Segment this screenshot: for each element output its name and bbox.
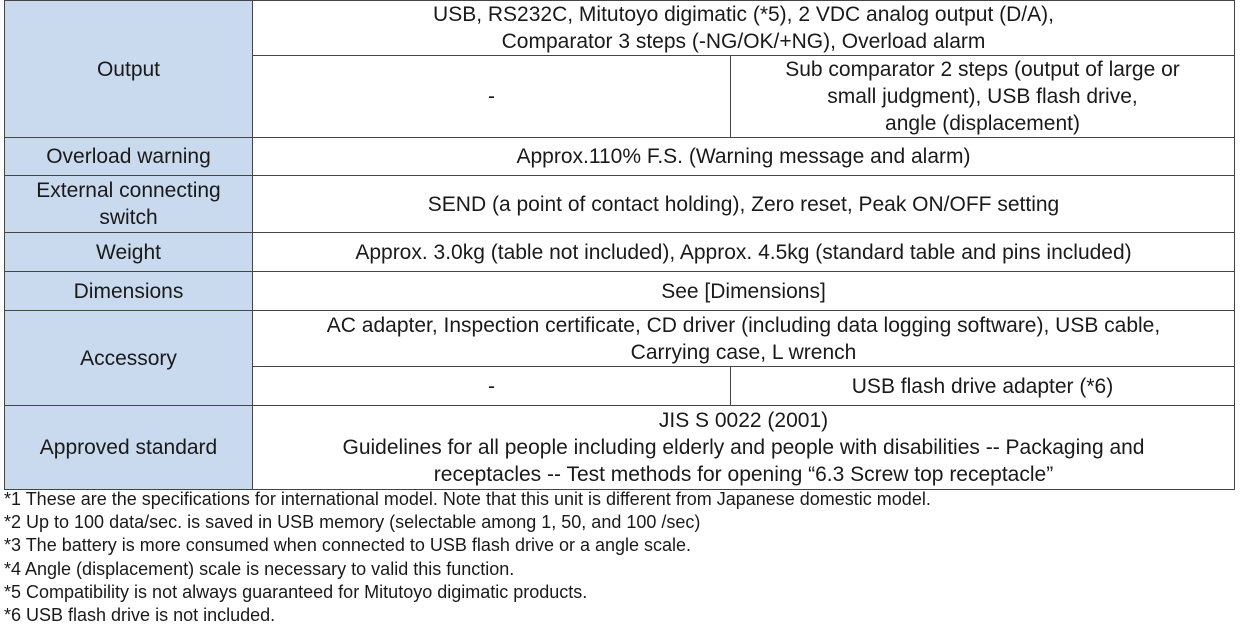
output-main-line: USB, RS232C, Mitutoyo digimatic (*5), 2 VDC analog output (D/A), xyxy=(433,3,1054,26)
footnote: *3 The battery is more consumed when connected to USB flash drive or a angle scale. xyxy=(4,535,692,556)
weight-value-text: Approx. 3.0kg (table not included), Approx. 4.5kg (standard table and pins included) xyxy=(355,240,1132,264)
accessory-label-text: Accessory xyxy=(80,346,177,370)
accessory-sub-left-value xyxy=(253,367,731,406)
approved-standard-value xyxy=(253,406,1235,490)
table-row-overload-warning xyxy=(5,138,1235,176)
specifications-table xyxy=(4,0,1235,490)
external-switch-value xyxy=(253,176,1235,233)
footnote: *2 Up to 100 data/sec. is saved in USB memory (selectable among 1, 50, and 100 /sec) xyxy=(4,512,701,533)
table-row-accessory-main xyxy=(5,311,1235,367)
accessory-main-value xyxy=(253,311,1235,367)
weight-label xyxy=(5,233,253,272)
overload-warning-label xyxy=(5,138,253,176)
table-row-approved-standard xyxy=(5,406,1235,490)
approved-standard-line: Guidelines for all people including elderly and people with disabilities -- Packaging and xyxy=(342,436,1145,459)
weight-value xyxy=(253,233,1235,272)
dimensions-label-text: Dimensions xyxy=(73,279,184,303)
accessory-main-line: AC adapter, Inspection certificate, CD driver (including data logging software), USB cable, xyxy=(326,313,1161,337)
dimensions-value-text: See [Dimensions] xyxy=(661,279,826,303)
footnote: *6 USB flash drive is not included. xyxy=(4,605,276,626)
footnote: *1 These are the specifications for international model. Note that this unit is different from Japanese domestic model. xyxy=(4,489,931,509)
external-switch-value-text: SEND (a point of contact holding), Zero reset, Peak ON/OFF setting xyxy=(427,192,1060,216)
overload-warning-value-text: Approx.110% F.S. (Warning message and alarm) xyxy=(516,145,971,168)
approved-standard-line: JIS S 0022 (2001) xyxy=(658,409,829,432)
approved-standard-label-text: Approved standard xyxy=(39,436,218,459)
approved-standard-line: receptacles -- Test methods for opening “6.3 Screw top receptacle” xyxy=(433,463,1054,486)
output-sub-right-value xyxy=(731,56,1235,138)
output-sub-left-value xyxy=(253,56,731,138)
output-main-value xyxy=(253,1,1235,56)
external-switch-label xyxy=(5,176,253,233)
footnote: *5 Compatibility is not always guaranteed for Mitutoyo digimatic products. xyxy=(4,581,588,602)
dimensions-value xyxy=(253,272,1235,311)
accessory-sub-left-text: - xyxy=(488,374,495,398)
approved-standard-label xyxy=(5,406,253,490)
output-sub-right-line: Sub comparator 2 steps (output of large or xyxy=(785,58,1180,81)
external-switch-label-line: External connecting xyxy=(36,179,221,202)
output-sub-left-text: - xyxy=(488,85,495,108)
accessory-sub-right-text: USB flash drive adapter (*6) xyxy=(851,374,1114,398)
accessory-label xyxy=(5,311,253,406)
output-label-text: Output xyxy=(96,57,161,81)
table-row-dimensions xyxy=(5,272,1235,311)
footnote: *4 Angle (displacement) scale is necessary to valid this function. xyxy=(4,558,515,579)
overload-warning-value xyxy=(253,138,1235,176)
table-row-external-switch xyxy=(5,176,1235,233)
footnotes xyxy=(4,488,931,627)
accessory-main-line: Carrying case, L wrench xyxy=(630,340,857,364)
overload-warning-label-text: Overload warning xyxy=(46,145,211,168)
output-sub-right-line: angle (displacement) xyxy=(885,112,1080,135)
external-switch-label-line: switch xyxy=(99,206,158,229)
weight-label-text: Weight xyxy=(96,240,161,264)
output-label xyxy=(5,1,253,138)
output-sub-right-line: small judgment), USB flash drive, xyxy=(827,85,1138,108)
dimensions-label xyxy=(5,272,253,311)
table-row-weight xyxy=(5,233,1235,272)
output-main-line: Comparator 3 steps (-NG/OK/+NG), Overload alarm xyxy=(501,30,986,53)
accessory-sub-right-value xyxy=(731,367,1235,406)
table-row-output-main xyxy=(5,1,1235,56)
